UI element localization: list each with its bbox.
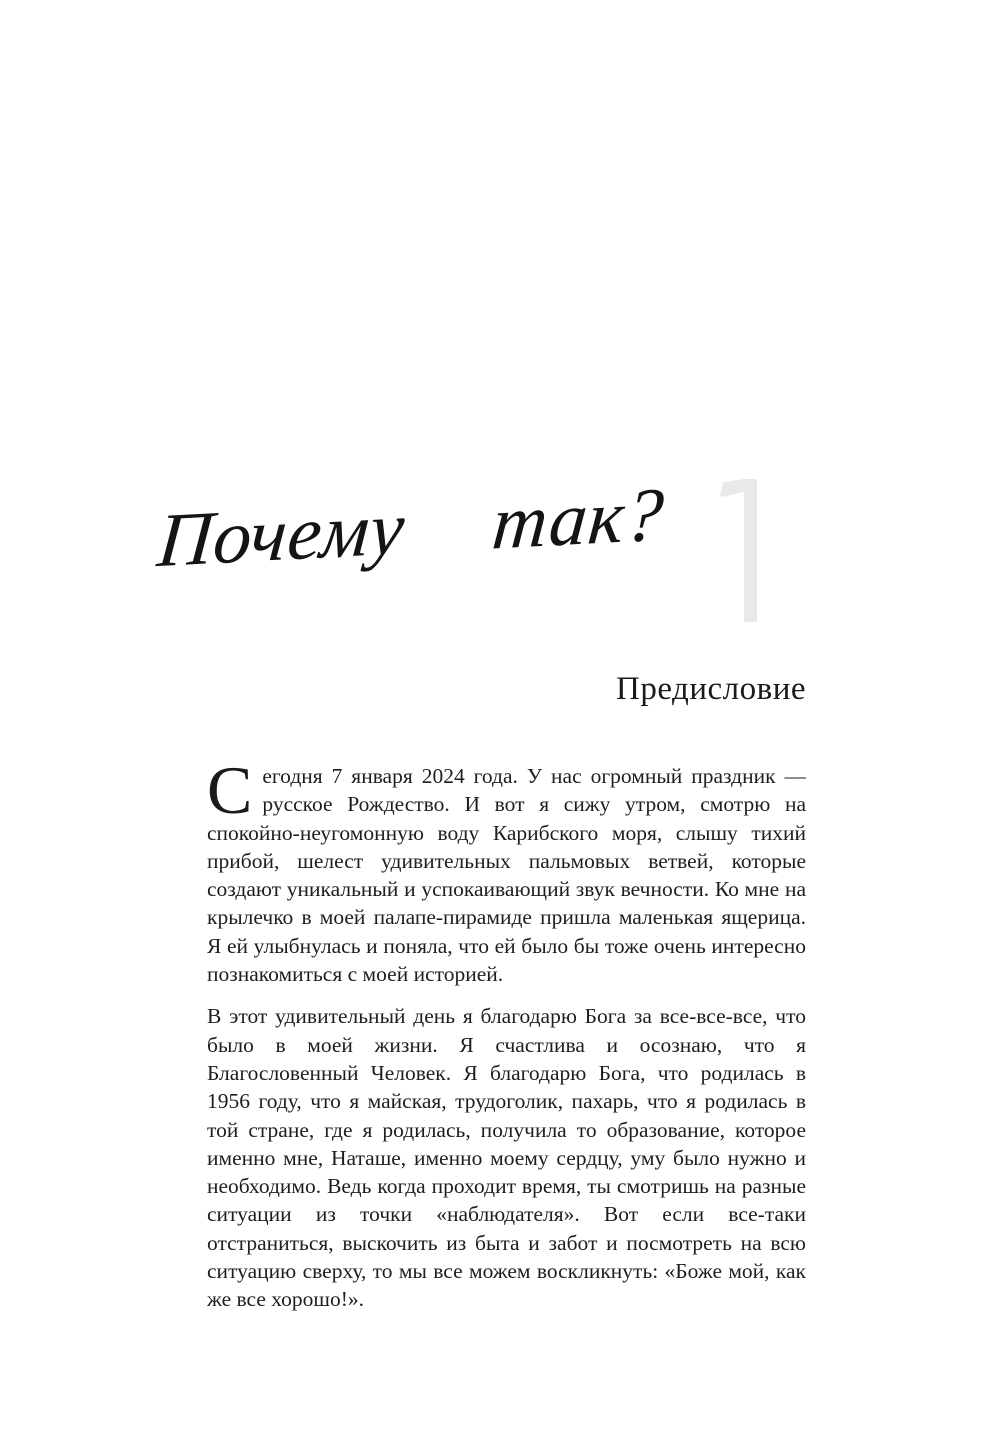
preface-body [207, 752, 806, 1314]
paragraph-text: В этот удивительный день я благодарю Бога за все-все-все, что было в моей жизни. Я счастлива и осознаю, что я Благословенный Человек. Я благодарю Бога, что родилась в 1956 году, что я майская, трудоголик, пахарь, что я родилась в той стране, где я родилась, получила то образование, которое именно мне, Наташе, именно моему сердцу, уму было нужно и необходимо. Ведь когда проходит время, ты смотришь на разные ситуации из точки «наблюдателя». Вот если все-таки отстраниться, выскочить из быта и забот и посмотреть на всю ситуацию сверху, то мы все можем воскликнуть: «Боже мой, как же все хорошо!». [207, 1004, 806, 1312]
preface-heading: Предисловие [616, 671, 806, 707]
chapter-script-title: Почему так? [154, 472, 668, 584]
paragraph-text: егодня 7 января 2024 года. У нас огромный праздник — русское Рождество. И вот я сижу утром, смотрю на спокойно-неугомонную воду Карибского моря, слышу тихий прибой, шелест удивительных пальмовых ветвей, которые создают уникальный и успокаивающий звук вечности. Ко мне на крылечко в моей палапе-пирамиде пришла маленькая ящерица. Я ей улыбнулась и поняла, что ей было бы тоже очень интересно познакомиться с моей историей. [207, 764, 806, 987]
chapter-number-glyph [720, 479, 757, 622]
paragraph [207, 752, 806, 988]
chapter-number [720, 479, 757, 622]
paragraph [207, 1002, 806, 1313]
drop-cap: С [207, 752, 253, 828]
